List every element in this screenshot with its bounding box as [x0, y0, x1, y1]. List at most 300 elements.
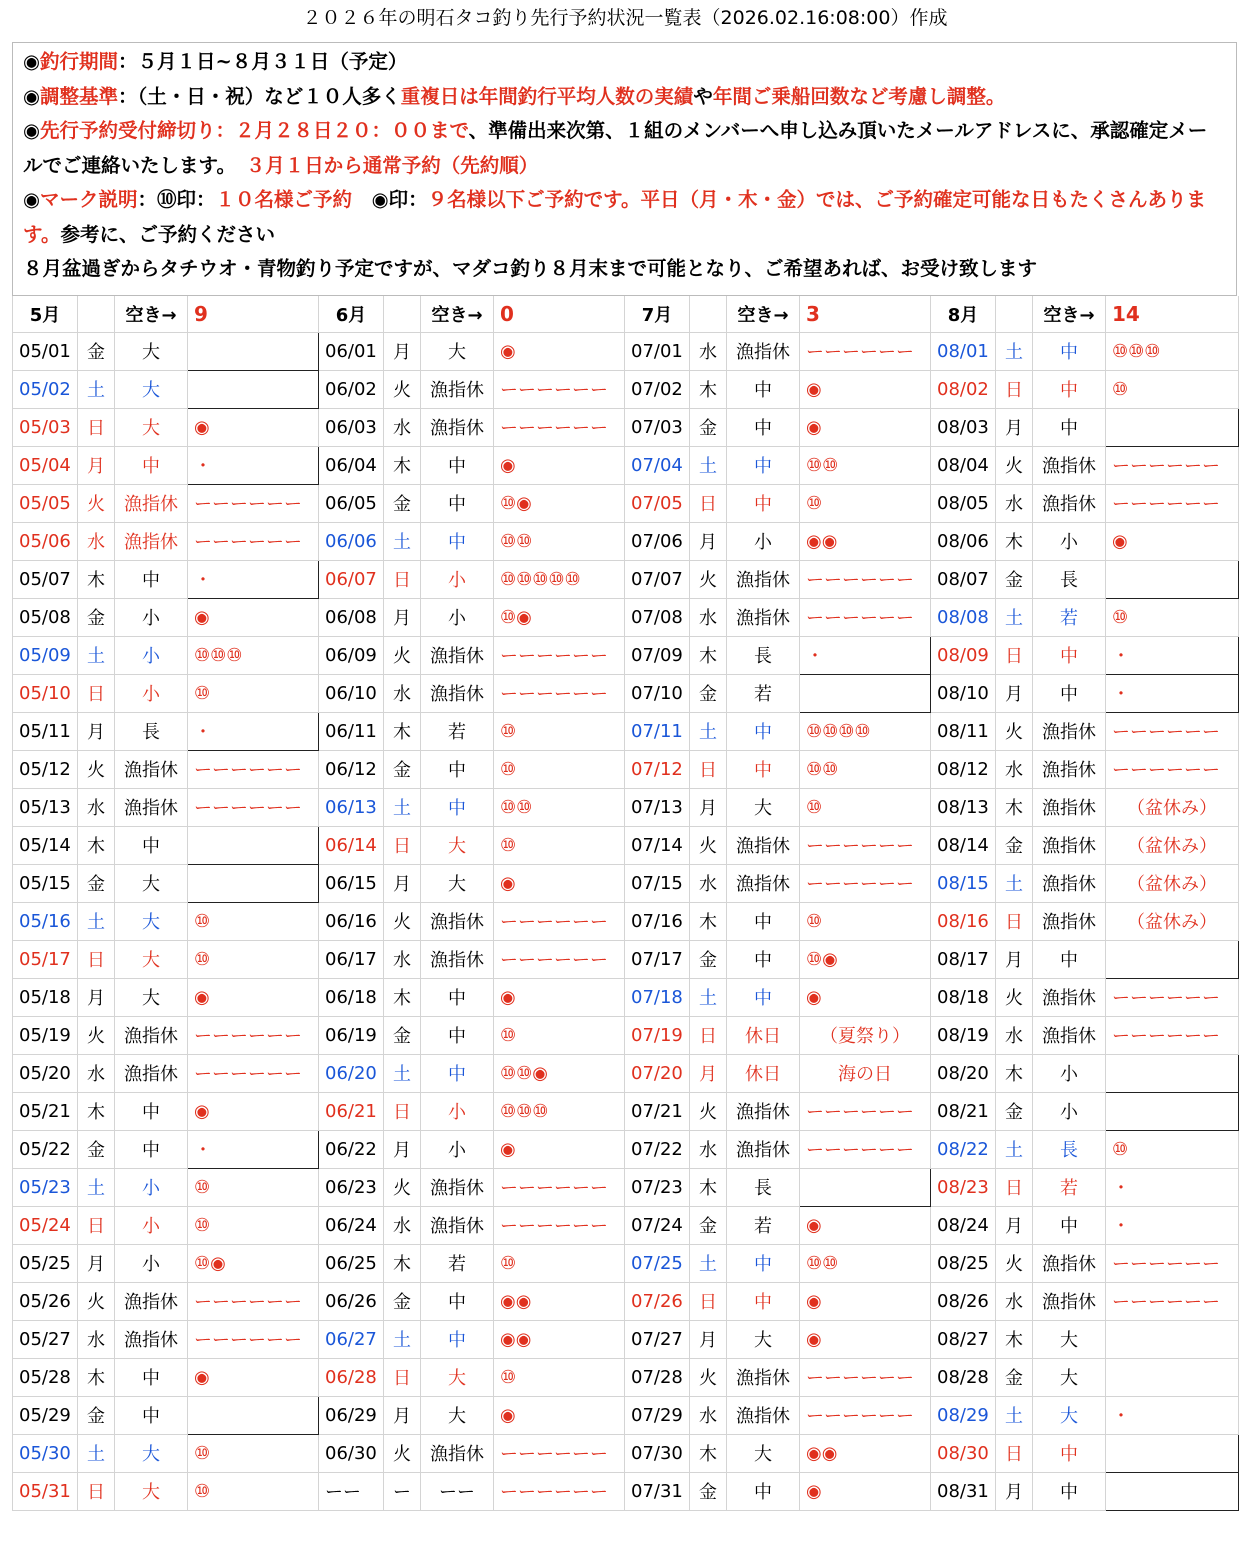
weekday-cell: 火	[384, 1168, 421, 1206]
tide-cell: 長	[1033, 560, 1106, 598]
weekday-cell: 日	[384, 560, 421, 598]
weekday-cell: 火	[384, 1434, 421, 1472]
reservation-mark-cell: ◉◉	[800, 1434, 931, 1472]
date-cell: 08/12	[931, 750, 996, 788]
date-cell: 06/25	[319, 1244, 384, 1282]
reservation-mark-cell[interactable]	[1106, 1092, 1239, 1130]
tide-cell: 大	[1033, 1396, 1106, 1434]
date-cell: 08/14	[931, 826, 996, 864]
reservation-mark-cell: ⑩	[494, 1244, 625, 1282]
date-cell: 06/26	[319, 1282, 384, 1320]
weekday-cell: 土	[690, 978, 727, 1016]
reservation-mark-cell: ⑩	[494, 1016, 625, 1054]
tide-cell: 中	[115, 1130, 188, 1168]
info-period: ◉釣行期間：５月１日~８月３１日（予定）	[23, 50, 408, 73]
date-cell: 07/11	[625, 712, 690, 750]
tide-cell: 小	[115, 636, 188, 674]
date-cell: 06/16	[319, 902, 384, 940]
reservation-mark-cell: ◉◉	[800, 522, 931, 560]
weekday-cell: 月	[384, 1130, 421, 1168]
reservation-mark-cell: ⑩	[800, 484, 931, 522]
tide-cell: 中	[727, 484, 800, 522]
date-cell: 06/23	[319, 1168, 384, 1206]
reservation-mark-cell[interactable]	[1106, 940, 1239, 978]
weekday-cell: 月	[690, 788, 727, 826]
tide-cell: 漁指休	[727, 560, 800, 598]
weekday-cell: 火	[384, 636, 421, 674]
tide-cell: 漁指休	[1033, 1244, 1106, 1282]
reservation-mark-cell: ⑩	[1106, 1130, 1239, 1168]
date-cell: 05/31	[13, 1472, 78, 1510]
date-cell: 07/13	[625, 788, 690, 826]
weekday-cell: 木	[690, 1168, 727, 1206]
tide-cell: 中	[1033, 940, 1106, 978]
date-cell: 05/06	[13, 522, 78, 560]
reservation-mark-cell: ーーーーーー	[800, 598, 931, 636]
reservation-mark-cell: ⑩	[1106, 598, 1239, 636]
weekday-cell: 月	[384, 1396, 421, 1434]
weekday-cell: 月	[690, 1054, 727, 1092]
tide-cell: 中	[727, 902, 800, 940]
weekday-cell: 月	[690, 1320, 727, 1358]
date-cell: 06/10	[319, 674, 384, 712]
date-cell: 06/06	[319, 522, 384, 560]
weekday-cell: 水	[996, 1016, 1033, 1054]
date-cell: 05/10	[13, 674, 78, 712]
reservation-mark-cell: ◉	[494, 332, 625, 370]
reservation-mark-cell[interactable]	[800, 674, 931, 712]
date-cell: 05/26	[13, 1282, 78, 1320]
tide-cell: 漁指休	[115, 484, 188, 522]
weekday-cell: 水	[384, 674, 421, 712]
tide-cell: 漁指休	[1033, 446, 1106, 484]
weekday-cell: 金	[996, 560, 1033, 598]
weekday-cell: 木	[690, 902, 727, 940]
tide-cell: 漁指休	[1033, 826, 1106, 864]
reservation-mark-cell: ⑩	[188, 940, 319, 978]
reservation-mark-cell	[1106, 1358, 1239, 1396]
month-name: 5月	[13, 296, 78, 332]
reservation-mark-cell: ーーーーーー	[800, 826, 931, 864]
date-cell: 07/02	[625, 370, 690, 408]
reservation-mark-cell[interactable]	[1106, 1472, 1239, 1510]
date-cell: 08/13	[931, 788, 996, 826]
date-cell: 07/29	[625, 1396, 690, 1434]
reservation-mark-cell: ーーーーーー	[188, 484, 319, 522]
reservation-mark-cell: ーーーーーー	[494, 940, 625, 978]
weekday-cell: 土	[996, 598, 1033, 636]
date-cell: 05/23	[13, 1168, 78, 1206]
tide-cell: 大	[727, 1320, 800, 1358]
reservation-mark-cell: ーーーーーー	[494, 1472, 625, 1510]
weekday-cell: 水	[78, 788, 115, 826]
table-row	[13, 408, 1239, 446]
info-panel	[12, 42, 1237, 296]
date-cell: 07/10	[625, 674, 690, 712]
reservation-mark-cell: ⑩	[188, 674, 319, 712]
weekday-cell: 月	[690, 522, 727, 560]
tide-cell: 中	[115, 1358, 188, 1396]
tide-cell: 漁指休	[115, 1054, 188, 1092]
tide-cell: 若	[727, 674, 800, 712]
tide-cell: 中	[421, 446, 494, 484]
weekday-cell: 土	[78, 902, 115, 940]
tide-cell: 漁指休	[115, 1282, 188, 1320]
table-row	[13, 1358, 1239, 1396]
weekday-cell: 月	[78, 712, 115, 750]
tide-cell: 漁指休	[1033, 484, 1106, 522]
reservation-mark-cell: ⑩⑩	[800, 1244, 931, 1282]
weekday-cell: 木	[384, 712, 421, 750]
weekday-cell: 日	[996, 1434, 1033, 1472]
vacancy-label: 空き→	[115, 296, 188, 332]
reservation-mark-cell: ・	[1106, 1168, 1239, 1206]
date-cell: ーー	[319, 1472, 384, 1510]
reservation-mark-cell[interactable]	[188, 826, 319, 864]
reservation-mark-cell: ⑩◉	[188, 1244, 319, 1282]
tide-cell: 大	[421, 864, 494, 902]
weekday-cell: 月	[78, 1244, 115, 1282]
reservation-mark-cell: ◉	[800, 1320, 931, 1358]
weekday-cell: 土	[690, 712, 727, 750]
reservation-mark-cell: ⑩◉	[494, 598, 625, 636]
weekday-cell: 金	[690, 940, 727, 978]
weekday-cell: 火	[78, 484, 115, 522]
weekday-cell: 日	[690, 484, 727, 522]
vacancy-count: 3	[800, 296, 931, 332]
reservation-mark-cell[interactable]: ・	[188, 446, 319, 484]
weekday-cell: 木	[78, 560, 115, 598]
reservation-mark-cell[interactable]	[800, 1168, 931, 1206]
table-row	[13, 370, 1239, 408]
date-cell: 08/25	[931, 1244, 996, 1282]
tide-cell: 大	[1033, 1358, 1106, 1396]
date-cell: 08/05	[931, 484, 996, 522]
reservation-mark-cell[interactable]: ・	[188, 712, 319, 750]
date-cell: 06/13	[319, 788, 384, 826]
reservation-mark-cell: ⑩	[494, 826, 625, 864]
tide-cell: 漁指休	[421, 1206, 494, 1244]
date-cell: 05/15	[13, 864, 78, 902]
date-cell: 06/18	[319, 978, 384, 1016]
weekday-cell: 金	[384, 1016, 421, 1054]
weekday-cell: 土	[384, 522, 421, 560]
weekday-cell: 土	[384, 1320, 421, 1358]
weekday-cell: 月	[384, 598, 421, 636]
weekday-cell: 日	[996, 636, 1033, 674]
tide-cell: 漁指休	[421, 940, 494, 978]
tide-cell: 漁指休	[727, 1358, 800, 1396]
date-cell: 07/16	[625, 902, 690, 940]
reservation-mark-cell: ーーーーーー	[1106, 1244, 1239, 1282]
reservation-mark-cell: ⑩	[800, 788, 931, 826]
header-blank	[384, 296, 421, 332]
date-cell: 05/20	[13, 1054, 78, 1092]
date-cell: 05/03	[13, 408, 78, 446]
table-row	[13, 1016, 1239, 1054]
reservation-mark-cell: ◉	[494, 978, 625, 1016]
reservation-mark-cell: ーーーーーー	[800, 1396, 931, 1434]
reservation-mark-cell: ⑩	[494, 1358, 625, 1396]
date-cell: 08/15	[931, 864, 996, 902]
reservation-mark-cell[interactable]	[188, 332, 319, 370]
reservation-mark-cell: ⑩⑩⑩	[1106, 332, 1239, 370]
weekday-cell: 火	[384, 370, 421, 408]
reservation-mark-cell: 海の日	[800, 1054, 931, 1092]
date-cell: 06/02	[319, 370, 384, 408]
tide-cell: 中	[727, 1472, 800, 1510]
weekday-cell: 火	[78, 1282, 115, 1320]
reservation-mark-cell: ⑩⑩	[494, 788, 625, 826]
weekday-cell: 日	[78, 1206, 115, 1244]
tide-cell: 小	[421, 598, 494, 636]
tide-cell: 大	[421, 1396, 494, 1434]
tide-cell: 漁指休	[115, 1016, 188, 1054]
weekday-cell: 土	[78, 1434, 115, 1472]
table-row	[13, 522, 1239, 560]
header-blank	[78, 296, 115, 332]
date-cell: 05/14	[13, 826, 78, 864]
reservation-mark-cell: ◉	[494, 446, 625, 484]
date-cell: 05/25	[13, 1244, 78, 1282]
reservation-mark-cell: ーーーーーー	[188, 1054, 319, 1092]
date-cell: 06/24	[319, 1206, 384, 1244]
tide-cell: 漁指休	[1033, 788, 1106, 826]
table-row	[13, 484, 1239, 522]
tide-cell: 中	[421, 788, 494, 826]
weekday-cell: 水	[78, 522, 115, 560]
reservation-mark-cell: ◉	[494, 864, 625, 902]
date-cell: 06/21	[319, 1092, 384, 1130]
tide-cell: 漁指休	[421, 370, 494, 408]
table-row	[13, 864, 1239, 902]
date-cell: 07/19	[625, 1016, 690, 1054]
reservation-mark-cell: ーーーーーー	[800, 1358, 931, 1396]
weekday-cell: 日	[690, 750, 727, 788]
weekday-cell: 木	[384, 446, 421, 484]
date-cell: 05/11	[13, 712, 78, 750]
tide-cell: 小	[421, 1130, 494, 1168]
weekday-cell: 月	[384, 332, 421, 370]
weekday-cell: 金	[690, 1206, 727, 1244]
reservation-mark-cell[interactable]: ・	[800, 636, 931, 674]
reservation-mark-cell: ーーーーーー	[800, 1092, 931, 1130]
reservation-mark-cell: ーーーーーー	[188, 522, 319, 560]
table-row	[13, 332, 1239, 370]
tide-cell: 小	[421, 1092, 494, 1130]
reservation-mark-cell: ーーーーーー	[188, 1282, 319, 1320]
reservation-table	[12, 296, 1239, 1511]
reservation-mark-cell: ーーーーーー	[1106, 484, 1239, 522]
reservation-mark-cell[interactable]: ・	[188, 560, 319, 598]
date-cell: 06/28	[319, 1358, 384, 1396]
date-cell: 07/22	[625, 1130, 690, 1168]
reservation-mark-cell[interactable]	[188, 370, 319, 408]
table-row	[13, 1092, 1239, 1130]
weekday-cell: 金	[690, 1472, 727, 1510]
weekday-cell: 月	[996, 674, 1033, 712]
tide-cell: 中	[115, 1092, 188, 1130]
tide-cell: 漁指休	[115, 1320, 188, 1358]
reservation-mark-cell[interactable]	[1106, 1434, 1239, 1472]
tide-cell: 中	[421, 1016, 494, 1054]
tide-cell: 中	[115, 446, 188, 484]
weekday-cell: 土	[996, 332, 1033, 370]
weekday-cell: 水	[690, 1130, 727, 1168]
reservation-mark-cell[interactable]	[1106, 1054, 1239, 1092]
weekday-cell: 木	[690, 636, 727, 674]
weekday-cell: 日	[384, 826, 421, 864]
reservation-mark-cell[interactable]: ・	[1106, 674, 1239, 712]
tide-cell: 中	[1033, 370, 1106, 408]
tide-cell: 若	[1033, 1168, 1106, 1206]
tide-cell: 大	[115, 902, 188, 940]
reservation-mark-cell[interactable]	[188, 1396, 319, 1434]
reservation-mark-cell: ーーーーーー	[1106, 750, 1239, 788]
tide-cell: 中	[727, 978, 800, 1016]
date-cell: 08/03	[931, 408, 996, 446]
reservation-mark-cell: ◉	[1106, 522, 1239, 560]
reservation-mark-cell: ・	[1106, 1206, 1239, 1244]
weekday-cell: 金	[78, 1130, 115, 1168]
date-cell: 08/08	[931, 598, 996, 636]
info-marks: ◉マーク説明：⑩印：１０名様ご予約 ◉印：９名様以下ご予約です。平日（月・木・金）では、ご予約確定可能な日もたくさんあります。参考に、ご予約ください	[23, 188, 1207, 246]
date-cell: 05/21	[13, 1092, 78, 1130]
tide-cell: 中	[1033, 408, 1106, 446]
weekday-cell: 金	[384, 750, 421, 788]
date-cell: 05/24	[13, 1206, 78, 1244]
tide-cell: 漁指休	[727, 864, 800, 902]
date-cell: 08/02	[931, 370, 996, 408]
reservation-mark-cell: ーーーーーー	[1106, 446, 1239, 484]
tide-cell: 漁指休	[115, 788, 188, 826]
date-cell: 05/22	[13, 1130, 78, 1168]
date-cell: 05/08	[13, 598, 78, 636]
weekday-cell: ー	[384, 1472, 421, 1510]
date-cell: 08/18	[931, 978, 996, 1016]
tide-cell: 漁指休	[1033, 712, 1106, 750]
date-cell: 07/05	[625, 484, 690, 522]
tide-cell: 長	[727, 1168, 800, 1206]
date-cell: 06/29	[319, 1396, 384, 1434]
table-row	[13, 902, 1239, 940]
reservation-mark-cell: ーーーーーー	[1106, 1282, 1239, 1320]
weekday-cell: 水	[384, 940, 421, 978]
reservation-mark-cell[interactable]: ・	[188, 1130, 319, 1168]
weekday-cell: 日	[78, 1472, 115, 1510]
reservation-mark-cell: ーーーーーー	[494, 674, 625, 712]
table-row	[13, 826, 1239, 864]
tide-cell: 大	[727, 788, 800, 826]
tide-cell: 小	[1033, 1054, 1106, 1092]
date-cell: 08/21	[931, 1092, 996, 1130]
reservation-mark-cell: ◉	[188, 1092, 319, 1130]
weekday-cell: 土	[384, 788, 421, 826]
tide-cell: 漁指休	[727, 1130, 800, 1168]
reservation-mark-cell: ーーーーーー	[494, 902, 625, 940]
reservation-mark-cell: ⑩	[494, 750, 625, 788]
reservation-mark-cell[interactable]	[1106, 408, 1239, 446]
weekday-cell: 水	[690, 332, 727, 370]
vacancy-count: 14	[1106, 296, 1239, 332]
reservation-mark-cell: ⑩⑩⑩	[494, 1092, 625, 1130]
tide-cell: 中	[727, 446, 800, 484]
tide-cell: 漁指休	[727, 598, 800, 636]
tide-cell: 中	[727, 712, 800, 750]
vacancy-label: 空き→	[727, 296, 800, 332]
tide-cell: 漁指休	[421, 1168, 494, 1206]
tide-cell: 漁指休	[727, 1396, 800, 1434]
date-cell: 08/29	[931, 1396, 996, 1434]
tide-cell: 中	[727, 940, 800, 978]
weekday-cell: 木	[690, 1434, 727, 1472]
tide-cell: 若	[727, 1206, 800, 1244]
tide-cell: 中	[727, 408, 800, 446]
reservation-mark-cell: （夏祭り）	[800, 1016, 931, 1054]
date-cell: 08/10	[931, 674, 996, 712]
info-deadline: ◉先行予約受付締切り：２月２８日２０：００まで、準備出来次第、１組のメンバーへ申し込み頂いたメールアドレスに、承認確定メールでご連絡いたします。 ３月１日から通常予約（先約順）	[23, 119, 1208, 177]
reservation-mark-cell: ーーーーーー	[494, 636, 625, 674]
tide-cell: 中	[1033, 674, 1106, 712]
table-row	[13, 636, 1239, 674]
date-cell: 07/03	[625, 408, 690, 446]
tide-cell: 中	[727, 370, 800, 408]
weekday-cell: 土	[690, 446, 727, 484]
reservation-mark-cell[interactable]	[1106, 560, 1239, 598]
date-cell: 08/19	[931, 1016, 996, 1054]
weekday-cell: 月	[384, 864, 421, 902]
date-cell: 06/11	[319, 712, 384, 750]
date-cell: 08/24	[931, 1206, 996, 1244]
date-cell: 08/23	[931, 1168, 996, 1206]
tide-cell: 中	[1033, 1434, 1106, 1472]
weekday-cell: 木	[78, 826, 115, 864]
weekday-cell: 木	[690, 370, 727, 408]
date-cell: 08/20	[931, 1054, 996, 1092]
date-cell: 08/11	[931, 712, 996, 750]
weekday-cell: 水	[384, 408, 421, 446]
reservation-mark-cell: ⑩⑩◉	[494, 1054, 625, 1092]
date-cell: 06/08	[319, 598, 384, 636]
date-cell: 07/09	[625, 636, 690, 674]
reservation-mark-cell: ーーーーーー	[494, 1434, 625, 1472]
table-row	[13, 598, 1239, 636]
reservation-mark-cell[interactable]: ・	[1106, 636, 1239, 674]
weekday-cell: 金	[996, 826, 1033, 864]
tide-cell: 小	[115, 598, 188, 636]
date-cell: 08/28	[931, 1358, 996, 1396]
weekday-cell: 月	[78, 446, 115, 484]
tide-cell: 中	[421, 1320, 494, 1358]
weekday-cell: 日	[78, 940, 115, 978]
tide-cell: 小	[421, 560, 494, 598]
reservation-mark-cell[interactable]	[188, 864, 319, 902]
tide-cell: ーー	[421, 1472, 494, 1510]
tide-cell: 漁指休	[727, 826, 800, 864]
weekday-cell: 土	[996, 1130, 1033, 1168]
tide-cell: 若	[421, 712, 494, 750]
tide-cell: 中	[727, 1282, 800, 1320]
date-cell: 06/20	[319, 1054, 384, 1092]
reservation-mark-cell: ◉	[494, 1396, 625, 1434]
tide-cell: 大	[115, 332, 188, 370]
reservation-mark-cell: ーーーーーー	[188, 750, 319, 788]
weekday-cell: 金	[78, 598, 115, 636]
tide-cell: 漁指休	[421, 674, 494, 712]
weekday-cell: 水	[384, 1206, 421, 1244]
date-cell: 08/27	[931, 1320, 996, 1358]
date-cell: 05/09	[13, 636, 78, 674]
